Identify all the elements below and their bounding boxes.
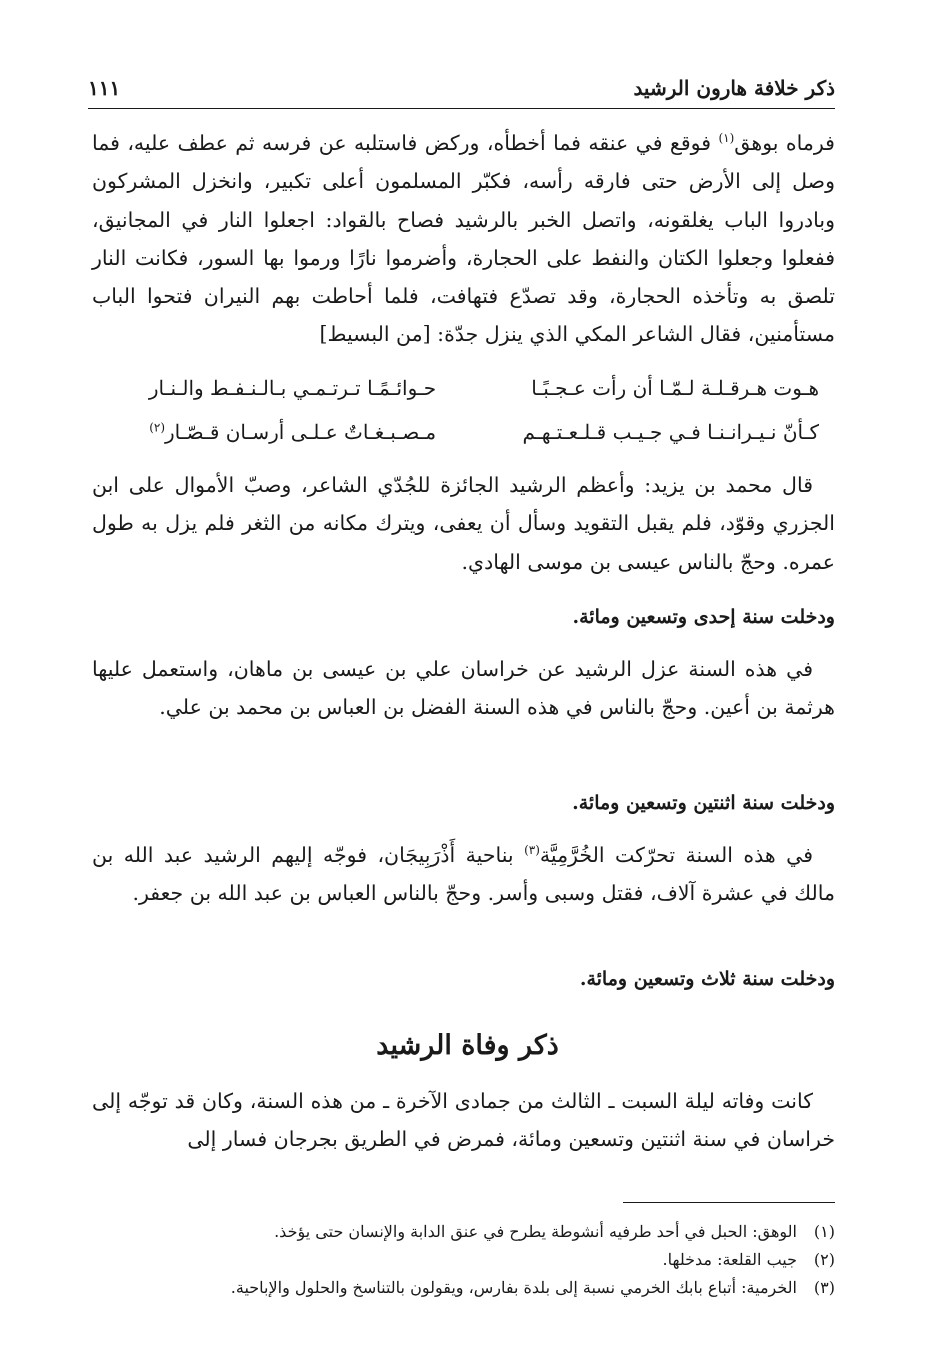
verse-hemistich: مـصـبـغـاتٌ عـلـى أرسـان قـصّـار: [165, 420, 437, 444]
footnote-text: جيب القلعة: مدخلها.: [662, 1250, 797, 1269]
running-title: ذكر خلافة هارون الرشيد: [633, 76, 835, 100]
page-number: ١١١: [88, 76, 121, 100]
paragraph-text: بناحية أَذْرَبِيجَان، فوجّه إليهم الرشيد عبد الله بن مالك في عشرة آلاف، فقتل وسبى وأسر. وحجّ بالناس العباس بن عبد الله بن جعفر.: [92, 843, 835, 906]
paragraph-year-191: في هذه السنة عزل الرشيد عن خراسان علي بن عيسى بن ماهان، واستعمل عليها هرثمة بن أعين. وحجّ بالناس في هذه السنة الفضل بن العباس بن محمد بن علي.: [92, 657, 835, 720]
footnote-divider: [623, 1202, 835, 1203]
footnote-2: [92, 1246, 835, 1274]
paragraph-rashid-death: كانت وفاته ليلة السبت ـ الثالث من جمادى الآخرة ـ من هذه السنة، وكان قد توجّه إلى خراسان في سنة اثنتين وتسعين ومائة، فمرض في الطريق بجرجان فسار إلى: [92, 1089, 835, 1152]
year-heading-193: ودخلت سنة ثلاث وتسعين ومائة.: [579, 968, 835, 990]
footnote-text: الخرمية: أتباع بابك الخرمي نسبة إلى بلدة بفارس، ويقولون بالتناسخ والحلول والإباحية.: [230, 1278, 797, 1297]
verse-hemistich: كـأنّ نـيـرانـنـا فـي جـيـب قـلـعـتـهـم: [522, 420, 819, 444]
paragraph-text: فرماه بوهق: [734, 131, 835, 155]
verse-hemistich: هـوت هـرقـلـة لـمّـا أن رأت عـجـبًـا: [531, 376, 819, 400]
footnote-ref-2: (٢): [149, 420, 166, 435]
footnote-ref-1: (١): [718, 131, 735, 146]
footnote-3: [92, 1274, 835, 1302]
paragraph-year-192: [92, 836, 835, 913]
footnote-number: (٣): [813, 1278, 835, 1297]
verse-line-2: [110, 420, 819, 450]
section-title: ذكر وفاة الرشيد: [376, 1030, 559, 1061]
paragraph-poet-reward: قال محمد بن يزيد: وأعظم الرشيد الجائزة للجُدّي الشاعر، وصبّ الأموال على ابن الجزري وقوّد، فلم يقبل التقويد وسأل أن يعفى، ويترك مكانه من الثغر فلم يزل به طول عمره. وحجّ بالناس عيسى بن موسى الهادي.: [92, 473, 835, 574]
footnote-ref-3: (٣): [524, 843, 540, 858]
verse-hemistich: حـوائـمًـا تـرتـمـي بـالـنـفـط والـنـار: [148, 376, 437, 400]
footnote-text: الوهق: الحبل في أحد طرفيه أنشوطة يطرح في عنق الدابة والإنسان حتى يؤخذ.: [274, 1222, 797, 1241]
page-header: [88, 68, 835, 109]
verse-line-1: [110, 376, 819, 406]
verse-hemistich-with-note: [110, 420, 436, 444]
year-heading-192: ودخلت سنة اثنتين وتسعين ومائة.: [572, 792, 835, 814]
paragraph-siege: [92, 124, 835, 354]
footnotes: [92, 1218, 835, 1302]
footnote-number: (٢): [813, 1250, 835, 1269]
year-heading-191: ودخلت سنة إحدى وتسعين ومائة.: [572, 606, 835, 628]
paragraph-text: في هذه السنة تحرّكت الخُرَّمِيَّة: [539, 843, 813, 867]
footnote-1: [92, 1218, 835, 1246]
paragraph-text: فوقع في عنقه فما أخطأه، وركض فاستلبه عن فرسه ثم عطف عليه، فما وصل إلى الأرض حتى فارقه رأسه، فكبّر المسلمون أعلى تكبير، وانخزل المشركون وبادروا الباب يغلقونه، واتصل الخبر بالرشيد فصاح بالقواد: اجعلوا النار في المجانيق، ففعلوا وجعلوا الكتان والنفط على الحجارة، وأضرموا نارًا ورموا بها السور، فكانت النار تلصق به وتأخذه الحجارة، وقد تصدّع فتهافت، فلما أحاطت بهم النيران فتحوا الباب مستأمنين، فقال الشاعر المكي الذي ينزل جدّة: [من البسيط]: [92, 131, 835, 347]
footnote-number: (١): [813, 1222, 835, 1241]
